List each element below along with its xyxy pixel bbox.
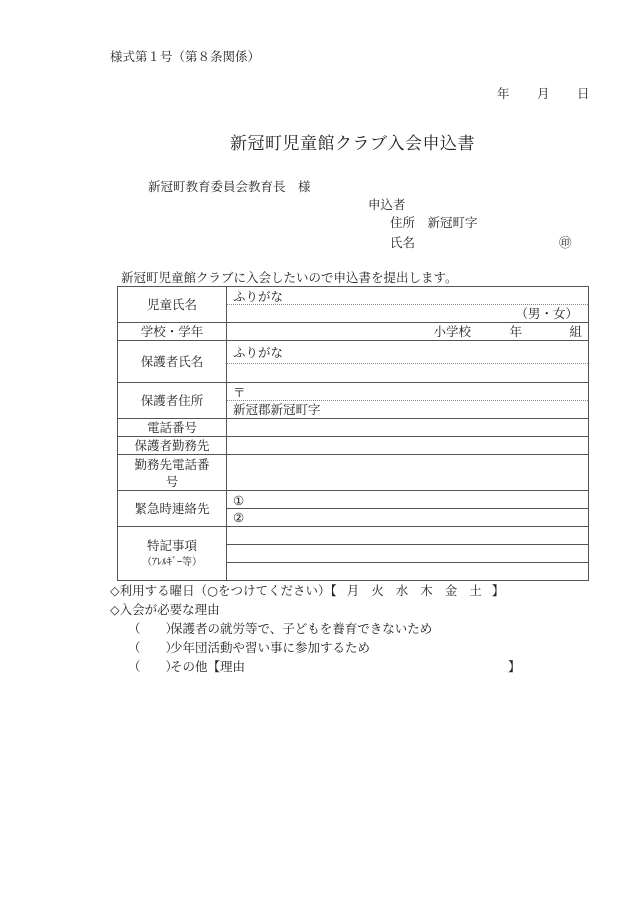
row-workplace (118, 437, 589, 455)
day-mon[interactable]: 月 (346, 583, 360, 598)
date-line (497, 84, 590, 102)
row-notes (118, 527, 589, 581)
label-child-name: 児童氏名 (118, 287, 227, 323)
work-phone-label-line2: 号 (165, 473, 179, 489)
reason-item-work[interactable] (128, 619, 432, 637)
date-year: 年 (497, 86, 510, 101)
field-notes[interactable] (227, 527, 589, 581)
form-number: 様式第１号（第８条関係） (110, 49, 261, 64)
label-guardian-address: 保護者住所 (118, 383, 227, 419)
addressee: 新冠町教育委員会教育長 様 (148, 179, 311, 194)
intro-text: 新冠町児童館クラブに入会したいので申込書を提出します。 (121, 270, 458, 285)
school-suffix: 小学校 (433, 324, 471, 339)
field-phone[interactable] (227, 419, 589, 437)
row-guardian-name (118, 341, 589, 383)
row-child-name (118, 287, 589, 323)
row-work-phone (118, 455, 589, 491)
reason-checkbox-3[interactable]: （ ） (128, 659, 179, 674)
reason-text-1: 保護者の就労等で、子どもを養育できないため (169, 621, 433, 636)
postal-code[interactable]: 〒 (227, 384, 588, 401)
days-suffix: 】 (491, 583, 505, 598)
reason-item-other[interactable] (128, 657, 245, 675)
day-wed[interactable]: 水 (395, 583, 409, 598)
row-guardian-address (118, 383, 589, 419)
reason-checkbox-1[interactable]: （ ） (128, 621, 179, 636)
days-of-use (110, 581, 504, 599)
day-sat[interactable]: 土 (469, 583, 482, 598)
reason-checkbox-2[interactable]: （ ） (128, 640, 179, 655)
label-emergency: 緊急時連絡先 (118, 491, 227, 527)
grade-suffix: 年 (509, 324, 522, 339)
label-work-phone (118, 455, 227, 491)
reason-item-activities[interactable] (128, 638, 370, 656)
label-workplace: 保護者勤務先 (118, 437, 227, 455)
reason-text-2: 少年団活動や習い事に参加するため (169, 640, 370, 655)
notes-sublabel: （ｱﾚﾙｷﾞｰ等） (142, 556, 202, 568)
field-emergency[interactable] (227, 491, 589, 527)
days-prefix: ◇利用する曜日（○をつけてください）【 (110, 583, 337, 598)
emergency-contact-1[interactable]: ① (227, 492, 588, 509)
row-phone (118, 419, 589, 437)
field-child-name[interactable] (227, 287, 589, 323)
day-thu[interactable]: 木 (420, 583, 433, 598)
label-notes (118, 527, 227, 581)
work-phone-label-line1: 勤務先電話番 (134, 456, 210, 472)
class-suffix: 組 (569, 324, 582, 339)
seal-mark: ㊞ (559, 235, 572, 250)
notes-line-1[interactable] (227, 527, 588, 545)
notes-line-2[interactable] (227, 545, 588, 563)
day-tue[interactable]: 火 (371, 583, 384, 598)
field-guardian-address[interactable] (227, 383, 589, 419)
notes-line-3[interactable] (227, 563, 588, 580)
row-school-grade (118, 323, 589, 341)
date-day: 日 (577, 86, 590, 101)
application-table (117, 286, 589, 581)
date-month: 月 (537, 86, 550, 101)
applicant-label: 申込者 (368, 197, 406, 212)
label-school-grade: 学校・学年 (118, 323, 227, 341)
field-work-phone[interactable] (227, 455, 589, 491)
guardian-furigana[interactable]: ふりがな (227, 342, 588, 364)
day-fri[interactable]: 金 (444, 583, 458, 598)
field-guardian-name[interactable] (227, 341, 589, 383)
field-workplace[interactable] (227, 437, 589, 455)
notes-label: 特記事項 (146, 537, 197, 553)
reason-text-3: その他【理由 (169, 659, 245, 674)
guardian-name-input[interactable] (227, 364, 588, 381)
page-title: 新冠町児童館クラブ入会申込書 (230, 134, 475, 154)
label-guardian-name: 保護者氏名 (118, 341, 227, 383)
applicant-address[interactable]: 住所 新冠町字 (390, 215, 478, 230)
child-gender[interactable]: （男・女） (515, 305, 578, 321)
reason-heading: ◇入会が必要な理由 (110, 602, 220, 617)
applicant-name[interactable]: 氏名 (390, 235, 416, 250)
label-phone: 電話番号 (118, 419, 227, 437)
field-school-grade[interactable] (227, 323, 589, 341)
row-emergency (118, 491, 589, 527)
address-line[interactable]: 新冠郡新冠町字 (233, 401, 321, 417)
reason-close-bracket: 】 (508, 659, 521, 674)
emergency-contact-2[interactable]: ② (233, 509, 245, 525)
child-furigana[interactable]: ふりがな (227, 288, 588, 305)
